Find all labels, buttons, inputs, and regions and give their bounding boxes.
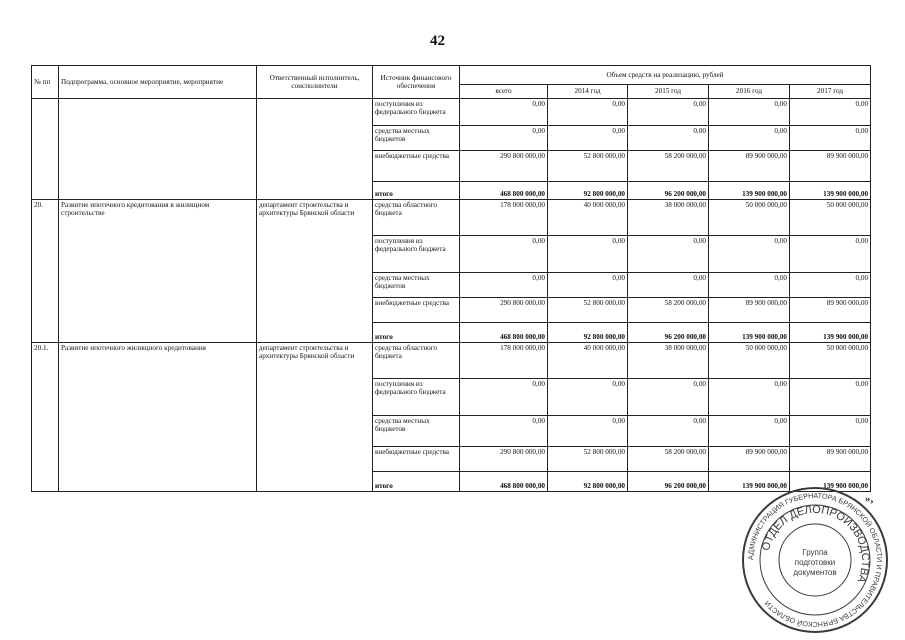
funding-source: поступления из федерального бюджета: [373, 379, 460, 416]
row-number: [32, 99, 59, 200]
amount-2017: 139 900 000,00: [790, 323, 871, 343]
funding-source: средства местных бюджетов: [373, 126, 460, 151]
amount-2014: 0,00: [548, 236, 628, 273]
header-amount-group: Объем средств на реализацию, рублей: [460, 66, 871, 85]
amount-2017: 89 900 000,00: [790, 447, 871, 472]
amount-2017: 0,00: [790, 126, 871, 151]
amount-2016: 89 900 000,00: [709, 298, 790, 323]
amount-2017: 0,00: [790, 416, 871, 447]
amount-2014: 0,00: [548, 126, 628, 151]
funding-source: средства областного бюджета: [373, 343, 460, 379]
stamp-center-line-2: подготовки: [794, 558, 836, 567]
amount-2015: 58 200 000,00: [628, 447, 709, 472]
header-2015: 2015 год: [628, 85, 709, 99]
funding-source: средства местных бюджетов: [373, 416, 460, 447]
amount-2015: 0,00: [628, 126, 709, 151]
amount-2017: 0,00: [790, 379, 871, 416]
header-2016: 2016 год: [709, 85, 790, 99]
amount-2017: 139 900 000,00: [790, 182, 871, 200]
amount-2015: 38 000 000,00: [628, 343, 709, 379]
amount-2017: 139 900 000,00: [790, 472, 871, 492]
continuation-mark: »,: [865, 493, 874, 505]
amount-total: 0,00: [460, 416, 548, 447]
row-number: 20.1.: [32, 343, 59, 492]
amount-2016: 139 900 000,00: [709, 472, 790, 492]
funding-source: итого: [373, 472, 460, 492]
office-stamp: [740, 485, 890, 635]
funding-source: поступления из федерального бюджета: [373, 99, 460, 126]
program-name: [59, 99, 257, 200]
amount-total: 0,00: [460, 236, 548, 273]
amount-2014: 52 800 000,00: [548, 447, 628, 472]
amount-2017: 0,00: [790, 99, 871, 126]
header-executor: Ответственный исполнитель, соисполнители: [257, 66, 373, 99]
amount-total: 290 800 000,00: [460, 447, 548, 472]
amount-2014: 0,00: [548, 273, 628, 298]
amount-2016: 50 000 000,00: [709, 343, 790, 379]
amount-2014: 0,00: [548, 416, 628, 447]
amount-2016: 0,00: [709, 416, 790, 447]
stamp-ring-text: АДМИНИСТРАЦИЯ ГУБЕРНАТОРА БРЯНСКОЙ ОБЛАСТИ И ПРАВИТЕЛЬСТВА БРЯНСКОЙ ОБЛАСТИ: [745, 490, 885, 630]
table-row: [32, 343, 871, 379]
amount-2016: 139 900 000,00: [709, 323, 790, 343]
amount-2015: 96 200 000,00: [628, 182, 709, 200]
funding-source: внебюджетные средства: [373, 298, 460, 323]
amount-2016: 89 900 000,00: [709, 151, 790, 182]
amount-total: 0,00: [460, 126, 548, 151]
funding-source: внебюджетные средства: [373, 447, 460, 472]
executor-name: департамент строительства и архитектуры Брянской области: [257, 343, 373, 492]
amount-2014: 0,00: [548, 379, 628, 416]
amount-2014: 40 000 000,00: [548, 200, 628, 236]
amount-2017: 0,00: [790, 273, 871, 298]
amount-2015: 96 200 000,00: [628, 472, 709, 492]
amount-2016: 0,00: [709, 236, 790, 273]
header-no: № пп: [32, 66, 59, 99]
amount-2016: 0,00: [709, 99, 790, 126]
amount-2017: 89 900 000,00: [790, 151, 871, 182]
amount-total: 468 800 000,00: [460, 323, 548, 343]
table-row: [32, 99, 871, 126]
amount-2017: 0,00: [790, 236, 871, 273]
table-row: [32, 200, 871, 236]
header-total: всего: [460, 85, 548, 99]
amount-2017: 50 000 000,00: [790, 200, 871, 236]
funding-source: итого: [373, 182, 460, 200]
amount-total: 290 800 000,00: [460, 151, 548, 182]
amount-2014: 92 800 000,00: [548, 182, 628, 200]
amount-2015: 0,00: [628, 99, 709, 126]
amount-2015: 96 200 000,00: [628, 323, 709, 343]
amount-total: 0,00: [460, 379, 548, 416]
amount-2014: 0,00: [548, 99, 628, 126]
page-number: 42: [430, 33, 445, 49]
amount-2016: 0,00: [709, 126, 790, 151]
amount-2015: 0,00: [628, 273, 709, 298]
amount-total: 468 800 000,00: [460, 472, 548, 492]
amount-2015: 58 200 000,00: [628, 151, 709, 182]
amount-2014: 92 800 000,00: [548, 472, 628, 492]
header-2014: 2014 год: [548, 85, 628, 99]
amount-2016: 139 900 000,00: [709, 182, 790, 200]
program-name: Развитие ипотечного кредитования в жилищном строительстве: [59, 200, 257, 343]
amount-2015: 0,00: [628, 416, 709, 447]
amount-total: 0,00: [460, 273, 548, 298]
funding-source: итого: [373, 323, 460, 343]
header-source: Источник финансового обеспечения: [373, 66, 460, 99]
amount-2015: 58 200 000,00: [628, 298, 709, 323]
executor-name: [257, 99, 373, 200]
amount-2016: 50 000 000,00: [709, 200, 790, 236]
amount-2016: 89 900 000,00: [709, 447, 790, 472]
amount-total: 0,00: [460, 99, 548, 126]
amount-total: 178 000 000,00: [460, 200, 548, 236]
amount-2014: 52 800 000,00: [548, 298, 628, 323]
amount-2016: 0,00: [709, 379, 790, 416]
amount-total: 468 800 000,00: [460, 182, 548, 200]
amount-2014: 52 800 000,00: [548, 151, 628, 182]
amount-total: 178 000 000,00: [460, 343, 548, 379]
amount-2015: 38 000 000,00: [628, 200, 709, 236]
program-name: Развитие ипотечного жилищного кредитования: [59, 343, 257, 492]
stamp-dept-text: ОТДЕЛ ДЕЛОПРОИЗВОДСТВА: [759, 503, 872, 585]
row-number: 20.: [32, 200, 59, 343]
budget-table: [31, 65, 871, 492]
amount-2017: 89 900 000,00: [790, 298, 871, 323]
stamp-center-line-3: документов: [793, 568, 837, 577]
stamp-center-line-1: Группа: [802, 548, 828, 557]
funding-source: средства областного бюджета: [373, 200, 460, 236]
amount-total: 290 800 000,00: [460, 298, 548, 323]
funding-source: внебюджетные средства: [373, 151, 460, 182]
funding-source: средства местных бюджетов: [373, 273, 460, 298]
header-program: Подпрограмма, основное мероприятие, мероприятие: [59, 66, 257, 99]
amount-2017: 50 000 000,00: [790, 343, 871, 379]
executor-name: департамент строительства и архитектуры Брянской области: [257, 200, 373, 343]
amount-2014: 92 800 000,00: [548, 323, 628, 343]
amount-2015: 0,00: [628, 236, 709, 273]
funding-source: поступления из федерального бюджета: [373, 236, 460, 273]
header-2017: 2017 год: [790, 85, 871, 99]
amount-2016: 0,00: [709, 273, 790, 298]
amount-2014: 40 000 000,00: [548, 343, 628, 379]
amount-2015: 0,00: [628, 379, 709, 416]
